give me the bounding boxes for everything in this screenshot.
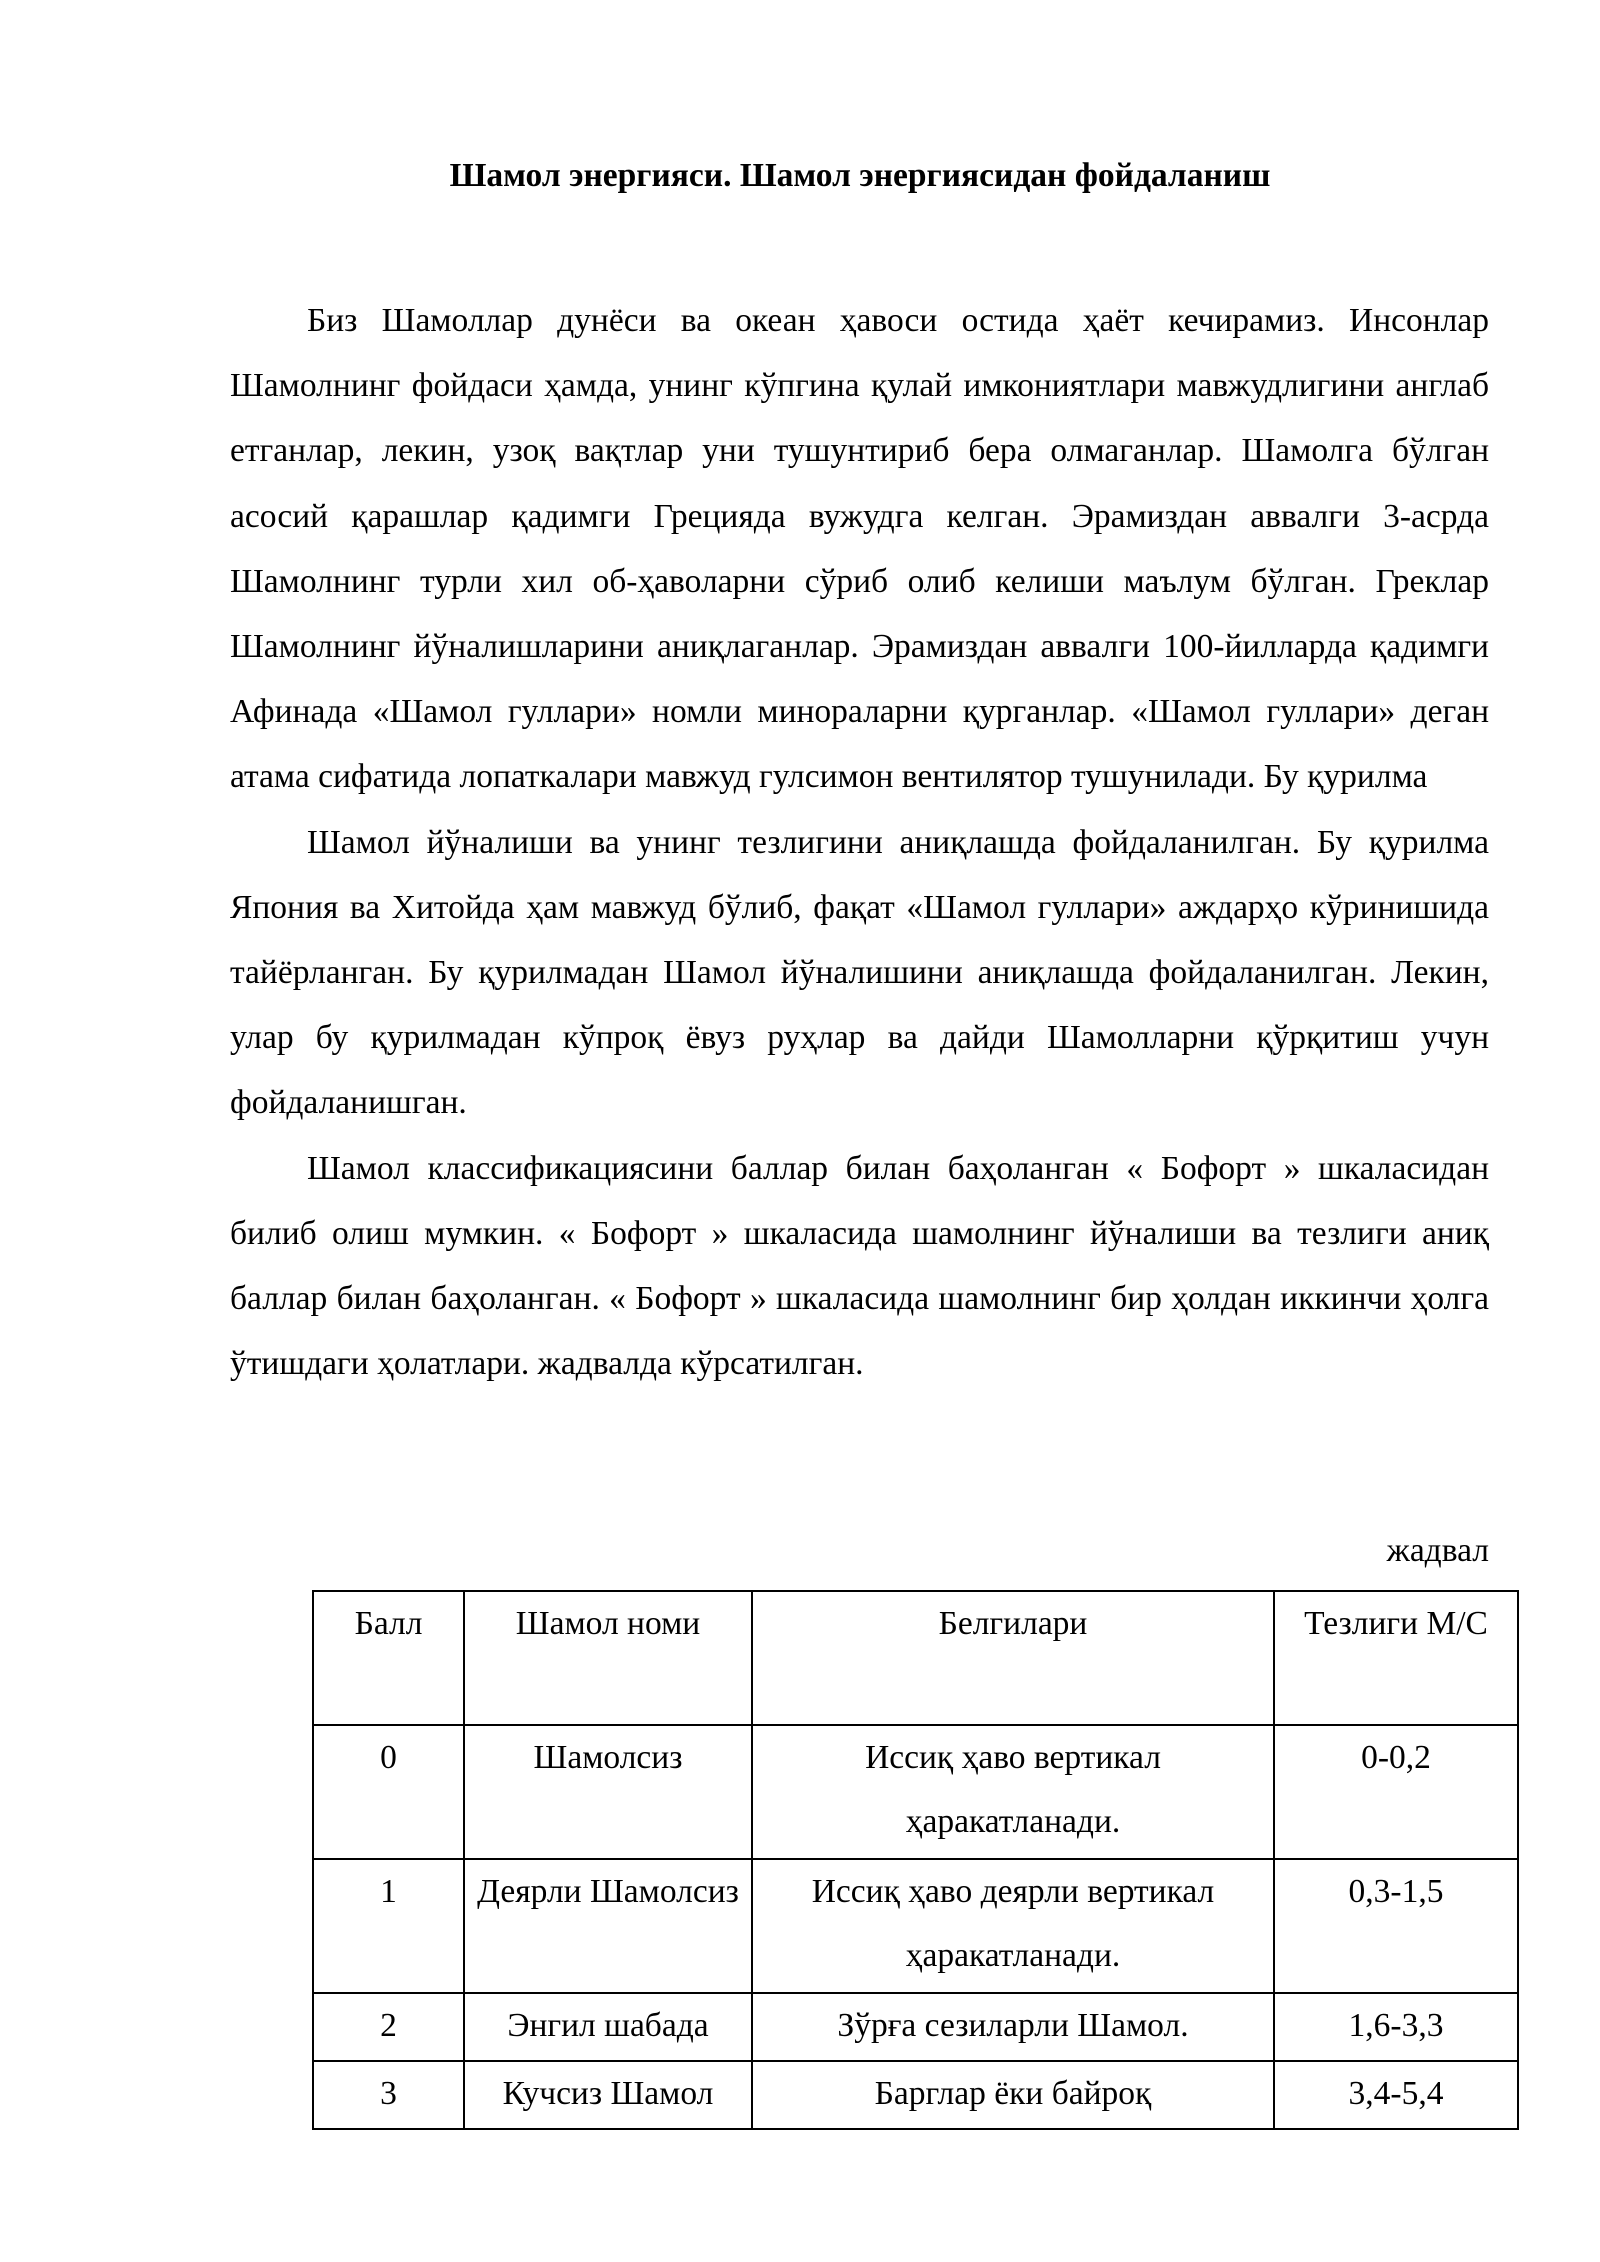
beaufort-table (312, 1590, 1519, 2130)
cell-ball: 1 (313, 1859, 464, 1993)
cell-signs: Иссиқ ҳаво вертикал ҳаракатланади. (752, 1725, 1274, 1859)
header-wind-name: Шамол номи (464, 1591, 752, 1725)
header-signs: Белгилари (752, 1591, 1274, 1725)
cell-wind-name: Деярли Шамолсиз (464, 1859, 752, 1993)
cell-speed: 0-0,2 (1274, 1725, 1518, 1859)
table-row (313, 1725, 1518, 1859)
cell-wind-name: Шамолсиз (464, 1725, 752, 1859)
cell-wind-name: Энгил шабада (464, 1993, 752, 2061)
cell-speed: 3,4-5,4 (1274, 2061, 1518, 2129)
document-body (230, 288, 1489, 1396)
cell-speed: 0,3-1,5 (1274, 1859, 1518, 1993)
cell-signs: Барглар ёки байроқ (752, 2061, 1274, 2129)
cell-ball: 2 (313, 1993, 464, 2061)
paragraph: Шамол йўналиши ва унинг тезлигини аниқлашда фойдаланилган. Бу қурилма Япония ва Хитойда ҳам мавжуд бўлиб, фақат «Шамол гуллари» аждарҳо кўринишида тайёрланган. Бу қурилмадан Шамол йўналишини аниқлашда фойдаланилган. Лекин, улар бу қурилмадан кўпроқ ёвуз руҳлар ва дайди Шамолларни қўрқитиш учун фойдаланишган. (230, 823, 1489, 1122)
header-ball: Балл (313, 1591, 464, 1725)
document-title: Шамол энергияси. Шамол энергиясидан фойдаланиш (449, 157, 1271, 194)
table-header-row (313, 1591, 1518, 1725)
paragraph: Шамол классификациясини баллар билан баҳоланган « Бофорт » шкаласидан билиб олиш мумкин. « Бофорт » шкаласида шамолнинг йўналиши ва тезлиги аниқ баллар билан баҳоланган. « Бофорт » шкаласида шамолнинг бир ҳолдан иккинчи ҳолга ўтишдаги ҳолатлари. жадвалда кўрсатилган. (230, 1149, 1489, 1383)
table-caption: жадвал (1386, 1532, 1489, 1569)
cell-ball: 0 (313, 1725, 464, 1859)
paragraph: Биз Шамоллар дунёси ва океан ҳавоси остида ҳаёт кечирамиз. Инсонлар Шамолнинг фойдаси ҳамда, унинг кўпгина қулай имкониятлари мавжудлигини англаб етганлар, лекин, узоқ вақтлар уни тушунтириб бера олмаганлар. Шамолга бўлган асосий қарашлар қадимги Грецияда вужудга келган. Эрамиздан аввалги 3-асрда Шамолнинг турли хил об-ҳаволарни сўриб олиб келиши маълум бўлган. Греклар Шамолнинг йўналишларини аниқлаганлар. Эрамиздан аввалги 100-йилларда қадимги Афинада «Шамол гуллари» номли минораларни қурганлар. «Шамол гуллари» деган атама сифатида лопаткалари мавжуд гулсимон вентилятор тушунилади. Бу қурилма (230, 302, 1489, 796)
cell-wind-name: Кучсиз Шамол (464, 2061, 752, 2129)
table-row (313, 1859, 1518, 1993)
cell-speed: 1,6-3,3 (1274, 1993, 1518, 2061)
table-row (313, 2061, 1518, 2129)
cell-signs: Иссиқ ҳаво деярли вертикал ҳаракатланади. (752, 1859, 1274, 1993)
cell-ball: 3 (313, 2061, 464, 2129)
header-speed: Тезлиги М/С (1274, 1591, 1518, 1725)
cell-signs: Зўрға сезиларли Шамол. (752, 1993, 1274, 2061)
table-row (313, 1993, 1518, 2061)
